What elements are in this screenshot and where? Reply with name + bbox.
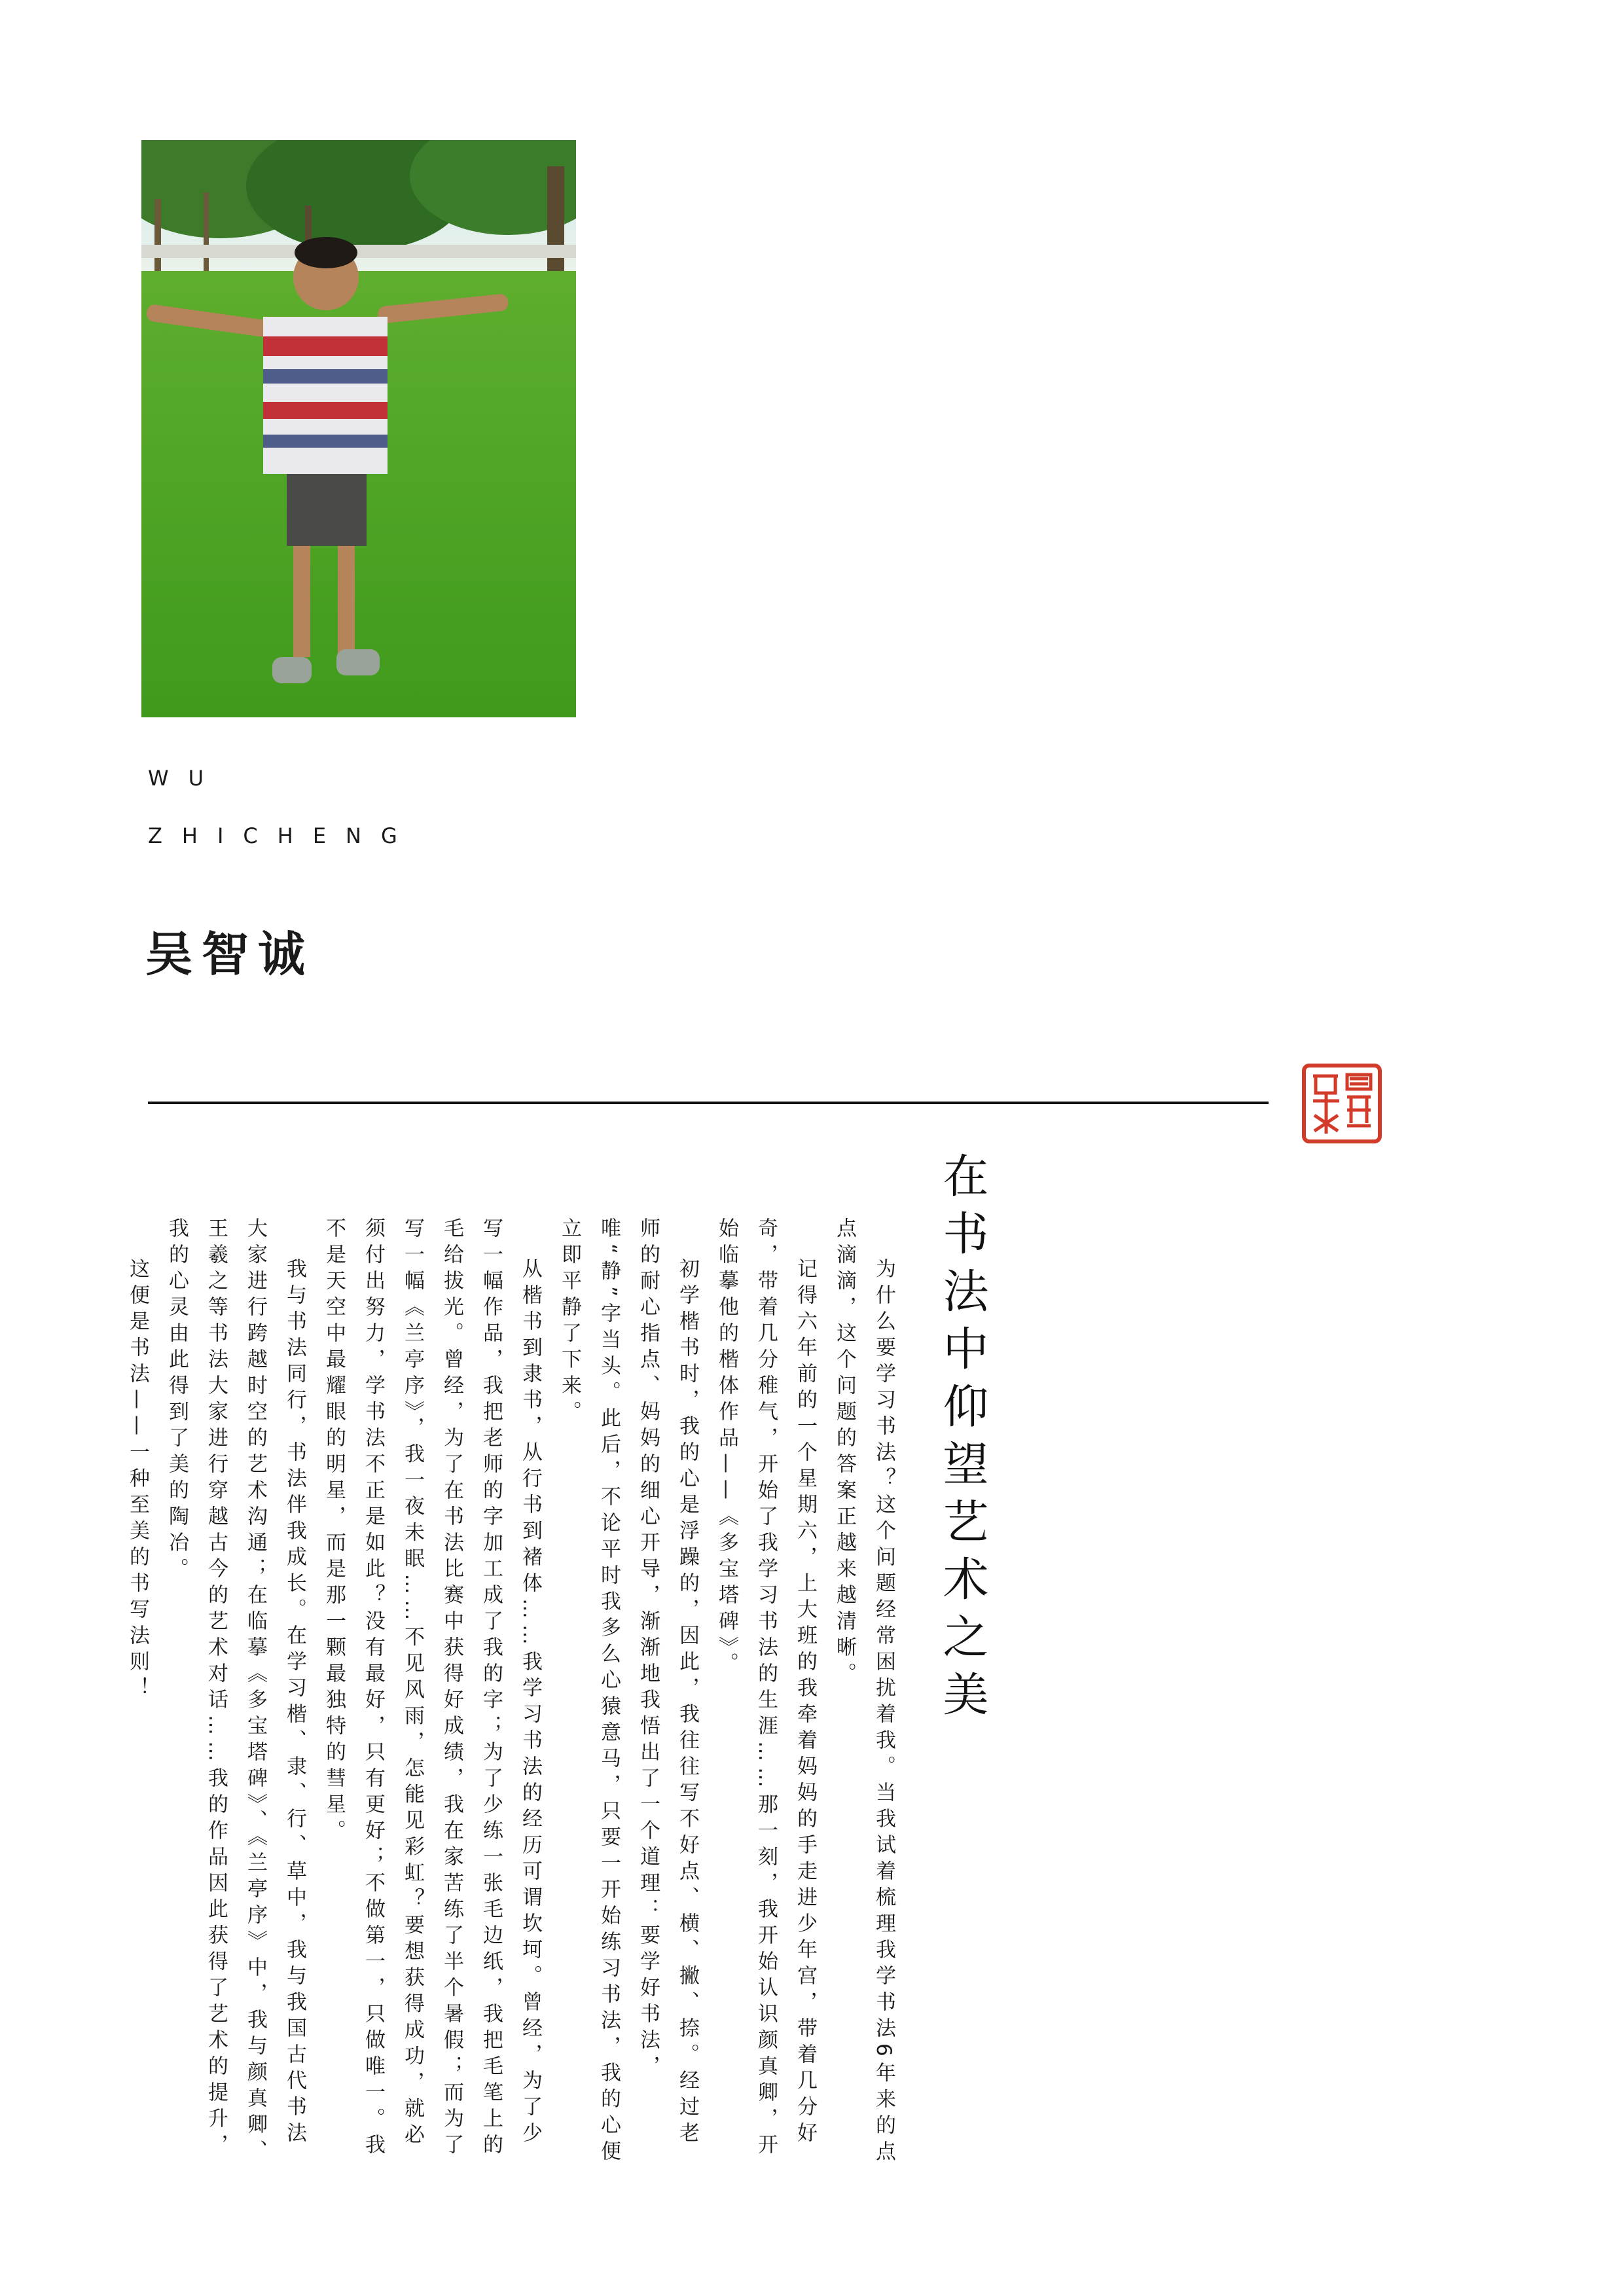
article-paragraph: 记得六年前的一个星期六，上大班的我牵着妈妈的手走进少年宫，带着几分好奇，带着几分稚气，开始了我学习书法的生涯……那一刻，我开始认识颜真卿，开始临摹他的楷体作品——《多宝塔碑》。 [715,1217,817,2160]
portrait-photo [141,140,576,717]
article-paragraph: 这便是书法——一种至美的书写法则！ [126,1258,149,1703]
name-latin-last: ZHICHENG [148,823,417,848]
child-photo-icon [141,140,576,717]
article-title: 在书法中仰望艺术之美 [935,1152,989,1728]
article-paragraph: 初学楷书时，我的心是浮躁的，因此，我往往写不好点、横、撇、捺。经过老师的耐心指点、妈妈的细心开导，渐渐地我悟出了一个道理：要学好书法，唯“静”字当头。此后，不论平时我多么心猿意马，只要一开始练习书法，我的心便立即平静了下来。 [558,1217,699,2167]
seal-stamp-icon [1301,1063,1382,1144]
name-latin-first: WU [148,766,224,791]
article-paragraph: 为什么要学习书法？这个问题经常困扰着我。当我试着梳理我学书法6年来的点点滴滴，这个问题的答案正越来越清晰。 [833,1217,895,2167]
name-chinese: 吴智诚 [145,927,315,982]
article-body [126,1217,903,2173]
article-paragraph: 我与书法同行，书法伴我成长。在学习楷、隶、行、草中，我与我国古代书法大家进行跨越时空的艺术沟通；在临摹《多宝塔碑》、《兰亭序》中，我与颜真卿、王羲之等书法大家进行穿越古今的艺术对话……我的作品因此获得了艺术的提升，我的心灵由此得到了美的陶冶。 [165,1217,306,2166]
divider-rule [148,1102,1269,1104]
article-paragraph: 从楷书到隶书，从行书到褚体……我学习书法的经历可谓坎坷。曾经，为了少写一幅作品，我把老师的字加工成了我的字；为了少练一张毛边纸，我把毛笔上的毛给拔光。曾经，为了在书法比赛中获得好成绩，我在家苦练了半个暑假；而为了写一幅《兰亭序》，我一夜未眠……不见风雨，怎能见彩虹？要想获得成功，就必须付出努力，学书法不正是如此？没有最好，只有更好；不做第一，只做唯一。我不是天空中最耀眼的明星，而是那一颗最独特的彗星。 [322,1217,542,2160]
